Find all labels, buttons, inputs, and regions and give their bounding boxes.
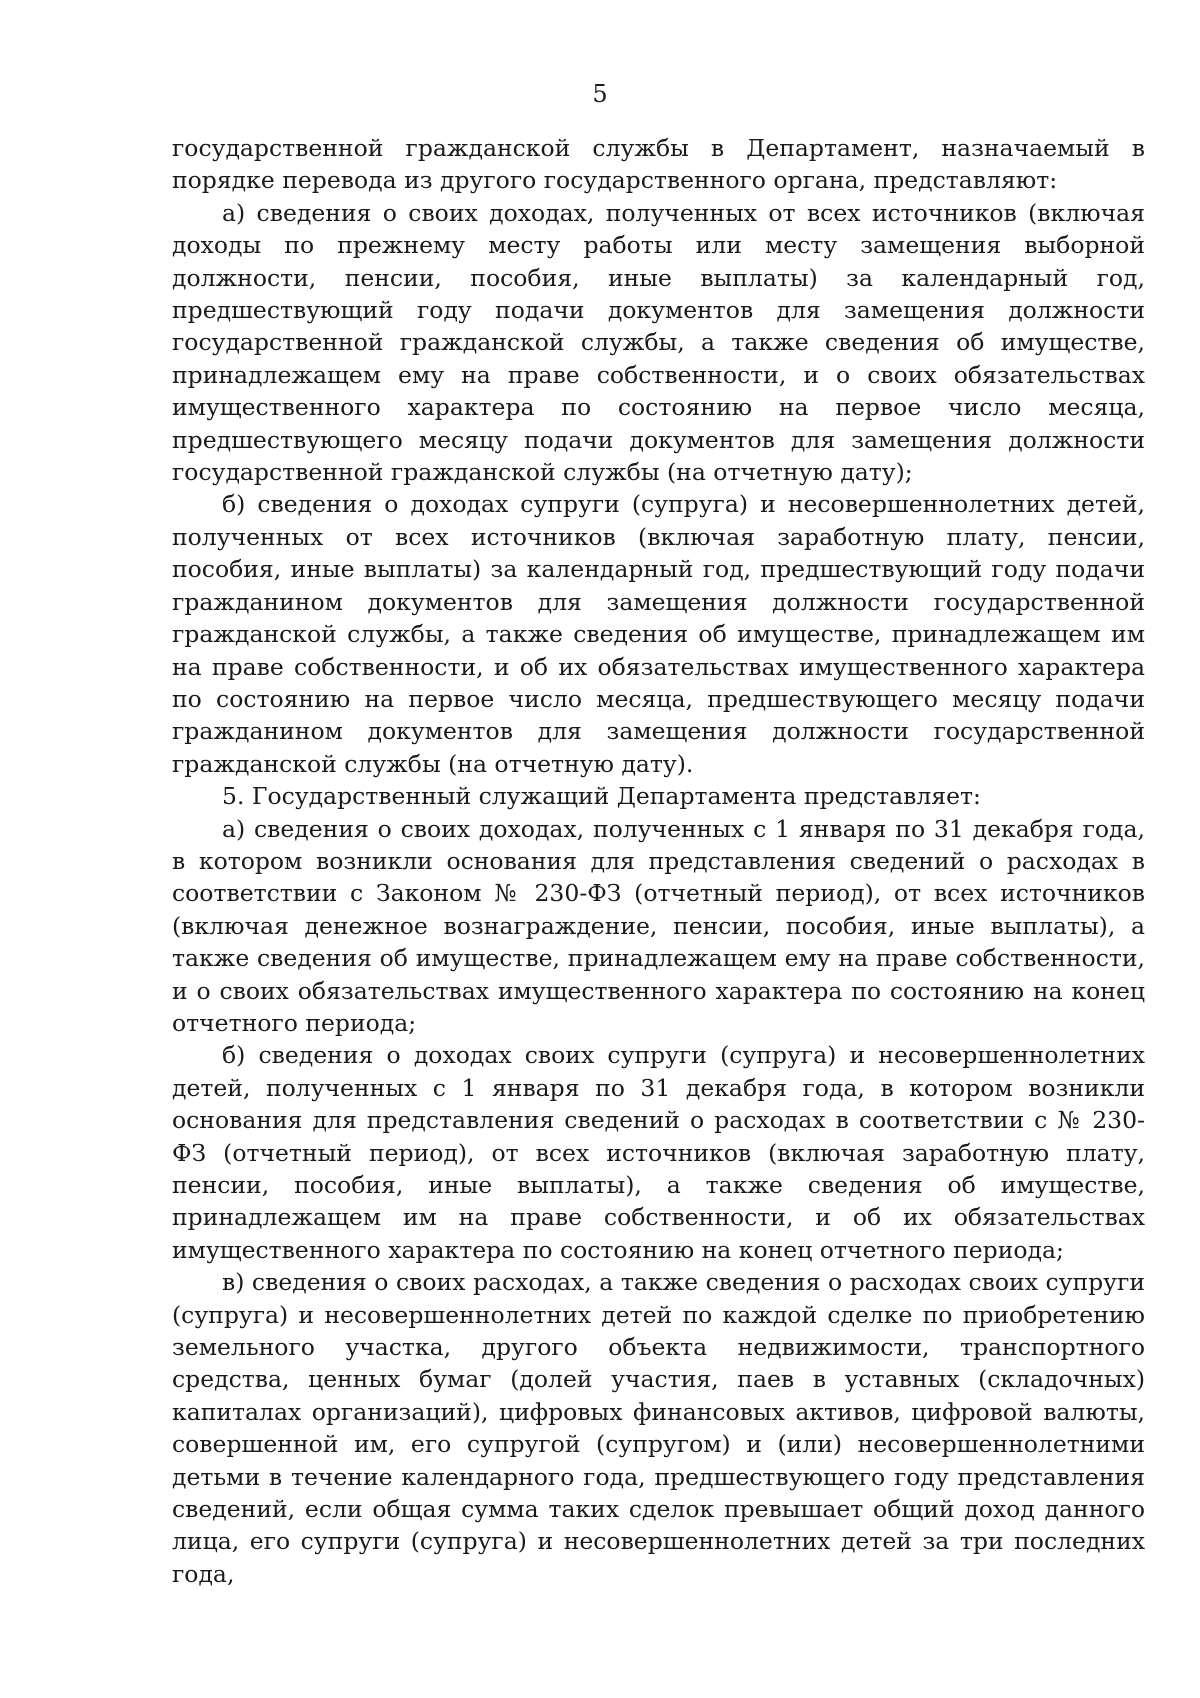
paragraph-continuation: государственной гражданской службы в Департамент, назначаемый в порядке перевода из другого государственного органа, представляют: [172, 134, 1145, 195]
paragraph-item-a: а) сведения о своих доходах, полученных от всех источников (включая доходы по прежнему месту работы или месту замещения выборной должности, пенсии, пособия, иные выплаты) за календарный год, предшествующий году подачи документов для замещения должности государственной гражданской службы, а также сведения об имуществе, принадлежащем ему на праве собственности, и о своих обязательствах имущественного характера по состоянию на первое число месяца, предшествующего месяцу подачи документов для замещения должности государственной гражданской службы (на отчетную дату); [172, 198, 1145, 487]
page-number: 5 [592, 80, 608, 108]
paragraph-item-b: б) сведения о доходах супруги (супруга) и несовершеннолетних детей, полученных от всех источников (включая заработную плату, пенсии, пособия, иные выплаты) за календарный год, предшествующий году подачи гражданином документов для замещения должности государственной гражданской службы, а также сведения об имуществе, принадлежащем им на праве собственности, и об их обязательствах имущественного характера по состоянию на первое число месяца, предшествующего месяцу подачи гражданином документов для замещения должности государственной гражданской службы (на отчетную дату). [172, 490, 1145, 778]
paragraph-section-5-item-v: в) сведения о своих расходах, а также сведения о расходах своих супруги (супруга) и несовершеннолетних детей по каждой сделке по приобретению земельного участка, другого объекта недвижимости, транспортного средства, ценных бумаг (долей участия, паев в уставных (складочных) капиталах организаций), цифровых финансовых активов, цифровой валюты, совершенной им, его супругой (супругом) и (или) несовершеннолетними детьми в течение календарного года, предшествующего году представления сведений, если общая сумма таких сделок превышает общий доход данного лица, его супруги (супруга) и несовершеннолетних детей за три последних года, [172, 1268, 1145, 1588]
paragraph-section-5-item-b: б) сведения о доходах своих супруги (супруга) и несовершеннолетних детей, полученных с 1 января по 31 декабря года, в котором возникли основания для представления сведений о расходах в соответствии с № 230-ФЗ (отчетный период), от всех источников (включая заработную плату, пенсии, пособия, иные выплаты), а также сведения об имуществе, принадлежащем им на праве собственности, и об их обязательствах имущественного характера по состоянию на конец отчетного периода; [172, 1041, 1145, 1264]
paragraph-section-5: 5. Государственный служащий Департамента представляет: [222, 782, 981, 811]
paragraph-section-5-item-a: а) сведения о своих доходах, полученных с 1 января по 31 декабря года, в котором возникли основания для представления сведений о расходах в соответствии с Законом № 230-ФЗ (отчетный период), от всех источников (включая денежное вознаграждение, пенсии, пособия, иные выплаты), а также сведения об имуществе, принадлежащем ему на праве собственности, и о своих обязательствах имущественного характера по состоянию на конец отчетного периода; [172, 814, 1145, 1037]
document-body [172, 132, 1145, 1590]
